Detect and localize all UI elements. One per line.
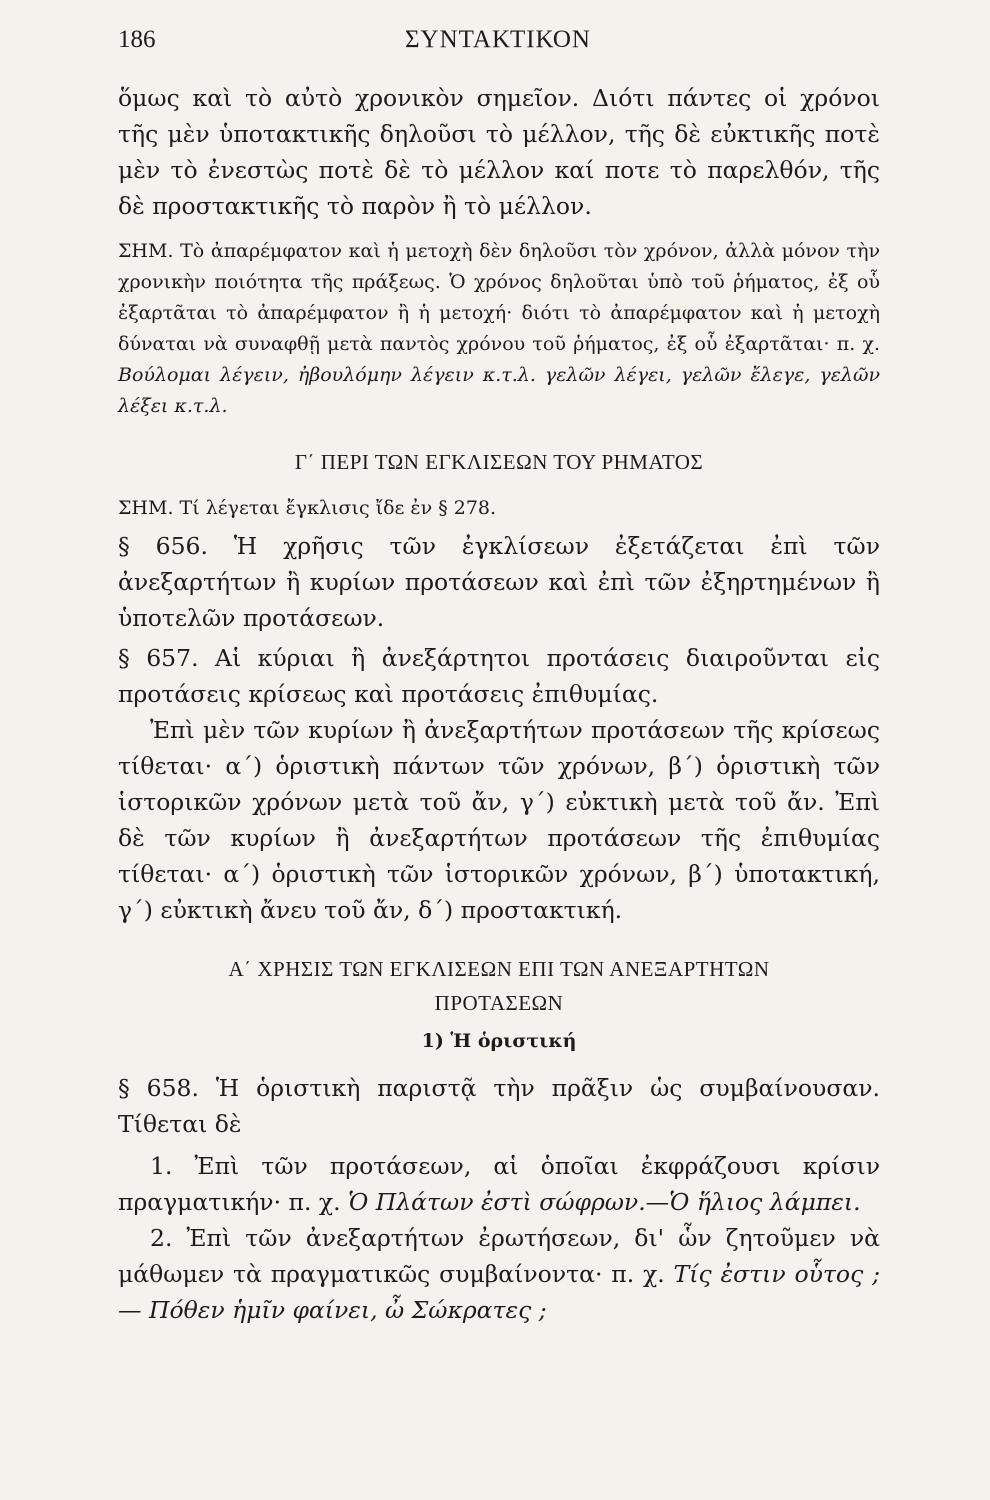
subheading-indicative: 1) Ἡ ὁριστική (421, 1030, 577, 1052)
page-number: 186 (118, 26, 156, 53)
item-1-text: 1. Ἐπὶ τῶν προτάσεων, αἱ ὁποῖαι ἐκφράζουσι κρίσιν πραγματικήν· π. χ. (118, 1152, 880, 1216)
intro-paragraph: ὅμως καὶ τὸ αὐτὸ χρονικὸν σημεῖον. Διότι πάντες οἱ χρόνοι τῆς μὲν ὑποτακτικῆς δηλοῦσι τὸ μέλλον, τῆς δὲ εὐκτικῆς ποτὲ μὲν τὸ ἐνεστὼς ποτὲ δὲ τὸ μέλλον καί ποτε τὸ παρελθόν, τῆς δὲ προστακτικῆς τὸ παρὸν ἢ τὸ μέλλον. (118, 84, 880, 220)
item-2-text: 2. Ἐπὶ τῶν ἀνεξαρτήτων ἐρωτήσεων, δι' ὧν ζητοῦμεν νὰ μάθωμεν τὰ πραγματικῶς συμβαίνοντα· π. χ. (118, 1224, 880, 1288)
item-2-example: Τίς ἐστιν οὗτος ; — Πόθεν ἡμῖν φαίνει, ὦ Σώκρατες ; (118, 1260, 880, 1324)
heading-line-1: Α΄ ΧΡΗΣΙΣ ΤΩΝ ΕΓΚΛΙΣΕΩΝ ΕΠΙ ΤΩΝ ΑΝΕΞΑΡΤΗΤΩΝ (228, 957, 770, 981)
paragraph-656: § 656. Ἡ χρῆσις τῶν ἐγκλίσεων ἐξετάζεται ἐπὶ τῶν ἀνεξαρτήτων ἢ κυρίων προτάσεων καὶ ἐπὶ τῶν ἐξηρτημένων ἢ ὑποτελῶν προτάσεων. (118, 532, 880, 632)
paragraph-658: § 658. Ἡ ὁριστικὴ παριστᾷ τὴν πρᾶξιν ὡς συμβαίνουσαν. Τίθεται δὲ (118, 1074, 880, 1138)
note-mood-definition: ΣΗΜ. Τί λέγεται ἔγκλισις ἴδε ἐν § 278. (118, 497, 497, 519)
section-heading-independent-clauses (118, 952, 880, 1020)
heading-line-2: ΠΡΟΤΑΣΕΩΝ (434, 991, 564, 1015)
item-1-example: Ὁ Πλάτων ἐστὶ σώφρων.—Ὁ ἥλιος λάμπει. (348, 1188, 861, 1216)
note-text: ΣΗΜ. Τὸ ἀπαρέμφατον καὶ ἡ μετοχὴ δὲν δηλοῦσι τὸν χρόνον, ἀλλὰ μόνον τὴν χρονικὴν ποιότητα τῆς πράξεως. Ὁ χρόνος δηλοῦται ὑπὸ τοῦ ῥήματος, ἐξ οὗ ἐξαρτᾶται τὸ ἀπαρέμφατον ἢ ἡ μετοχή· διότι τὸ ἀπαρέμφατον καὶ ἡ μετοχὴ δύναται νὰ συναφθῇ μετὰ παντὸς χρόνου τοῦ ῥήματος, ἐξ οὗ ἐξαρτᾶται· π. χ. (118, 240, 880, 355)
list-item-2 (118, 1220, 880, 1328)
section-heading-moods: Γ΄ ΠΕΡΙ ΤΩΝ ΕΓΚΛΙΣΕΩΝ ΤΟΥ ΡΗΜΑΤΟΣ (294, 450, 704, 474)
paragraph-657-continued: Ἐπὶ μὲν τῶν κυρίων ἢ ἀνεξαρτήτων προτάσεων τῆς κρίσεως τίθεται· α΄) ὁριστικὴ πάντων τῶν χρόνων, β΄) ὁριστικὴ τῶν ἱστορικῶν χρόνων μετὰ τοῦ ἄν, γ΄) εὐκτικὴ μετὰ τοῦ ἄν. Ἐπὶ δὲ τῶν κυρίων ἢ ἀνεξαρτήτων προτάσεων τῆς ἐπιθυμίας τίθεται· α΄) ὁριστικὴ τῶν ἱστορικῶν χρόνων, β΄) ὑποτακτική, γ΄) εὐκτικὴ ἄνευ τοῦ ἄν, δ΄) προστακτική. (118, 716, 880, 924)
page-header (118, 22, 878, 62)
paragraph-657: § 657. Αἱ κύριαι ἢ ἀνεξάρτητοι προτάσεις διαιροῦνται εἰς προτάσεις κρίσεως καὶ προτάσεις ἐπιθυμίας. (118, 644, 880, 708)
page-body (118, 80, 880, 1328)
running-head: ΣΥΝΤΑΚΤΙΚΟΝ (405, 26, 591, 53)
list-item-1 (118, 1148, 880, 1220)
note-examples: Βούλομαι λέγειν, ἠβουλόμην λέγειν κ.τ.λ. γελῶν λέγει, γελῶν ἔλεγε, γελῶν λέξει κ.τ.λ. (118, 364, 880, 417)
note-infinitive-participle (118, 236, 880, 422)
